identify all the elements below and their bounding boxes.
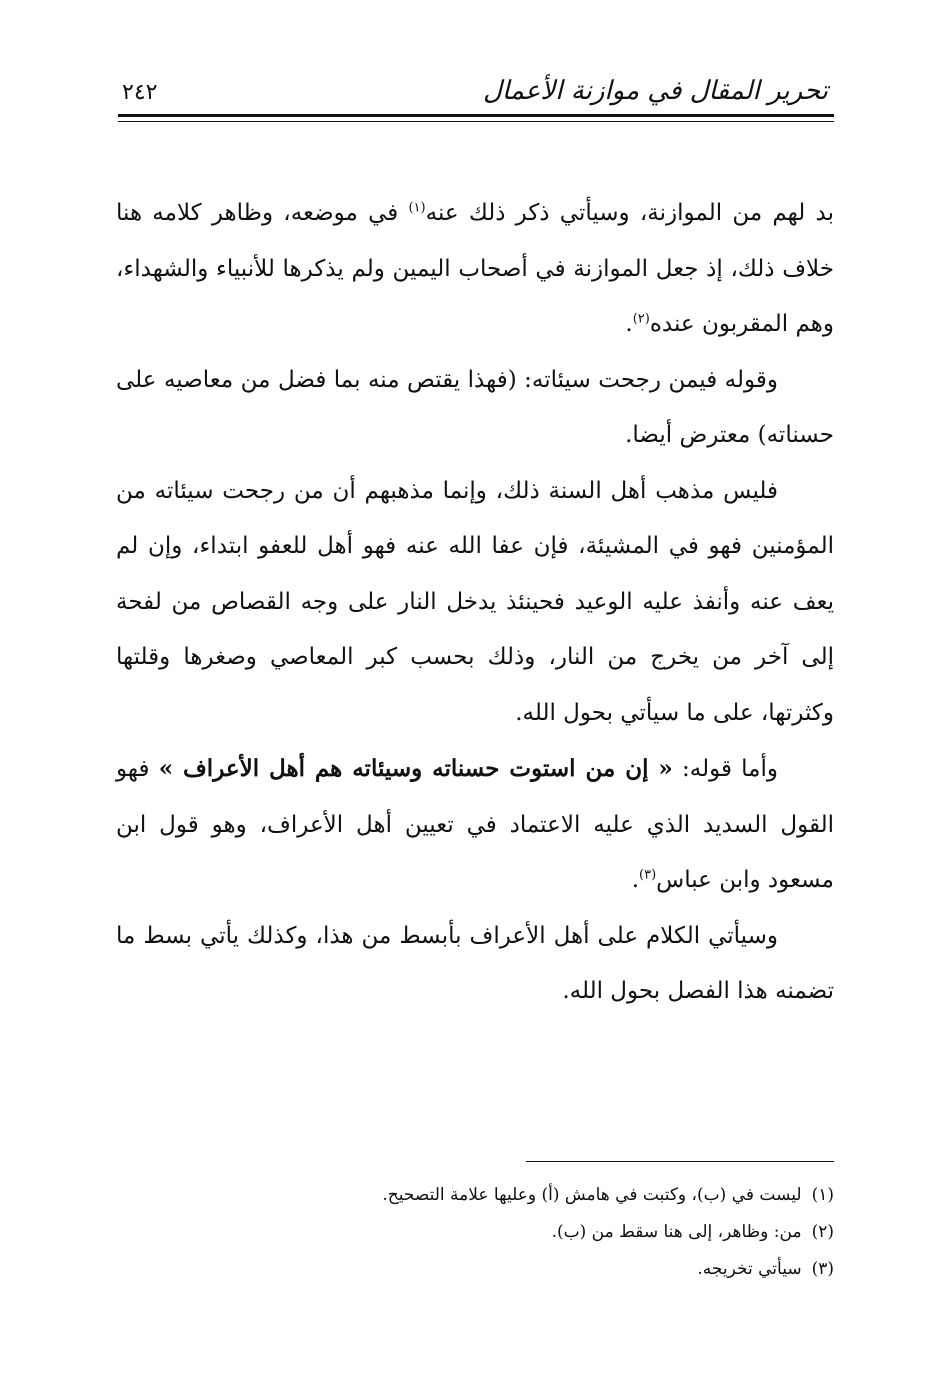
footnote-1 — [116, 1177, 834, 1214]
paragraph-1 — [116, 186, 834, 353]
footnote-ref-1[interactable]: (١) — [408, 200, 426, 216]
footnote-3 — [116, 1251, 834, 1288]
quoted-statement: « إن من استوت حسناته وسيئاته هم أهل الأعراف » — [158, 755, 673, 782]
main-text — [116, 186, 834, 1020]
footnote-separator — [526, 1161, 834, 1162]
paragraph-4-part-c: . — [631, 867, 640, 893]
running-title: تحرير المقال في موازنة الأعمال — [483, 76, 828, 106]
paragraph-5: وسيأتي الكلام على أهل الأعراف بأبسط من هذا، وكذلك يأتي بسط ما تضمنه هذا الفصل بحول الله. — [116, 922, 834, 1004]
footnote-text: ليست في (ب)، وكتبت في هامش (أ) وعليها علامة التصحيح. — [382, 1185, 802, 1205]
paragraph-1-part-c: . — [625, 311, 633, 337]
paragraph-1-part-a: بد لهم من الموازنة، وسيأتي ذكر ذلك عنه — [425, 200, 834, 226]
footnote-2 — [116, 1214, 834, 1251]
paragraph-4-part-a: وأما قوله: — [672, 756, 778, 782]
page-number: ٢٤٢ — [122, 80, 158, 105]
paragraph-1-part-b: في موضعه، وظاهر كلامه هنا خلاف ذلك، إذ جعل الموازنة في أصحاب اليمين ولم يذكرها للأنبياء والشهداء، وهم المقربون عنده — [116, 200, 834, 337]
header-rule-thin — [118, 121, 834, 122]
paragraph-3: فليس مذهب أهل السنة ذلك، وإنما مذهبهم أن من رجحت سيئاته من المؤمنين فهو في المشيئة، فإن عفا الله عنه فهو أهل للعفو ابتداء، وإن لم يعف عنه وأنفذ عليه الوعيد فحينئذ يدخل النار على وجه القصاص من لفحة إلى آخر من يخرج من النار، وذلك بحسب كبر المعاصي وصغرها وقلتها وكثرتها، على ما سيأتي بحول الله. — [116, 477, 834, 726]
footnote-text: سيأتي تخريجه. — [697, 1259, 802, 1279]
header-rule-thick — [118, 114, 834, 117]
footnotes — [116, 1177, 834, 1288]
paragraph-4 — [116, 741, 834, 909]
paragraph-4-part-b: فهو القول السديد الذي عليه الاعتماد في تعيين أهل الأعراف، وهو قول ابن مسعود وابن عباس — [116, 756, 834, 893]
footnote-ref-3[interactable]: (٣) — [639, 867, 657, 883]
footnote-text: من: وظاهر، إلى هنا سقط من (ب). — [551, 1222, 802, 1242]
footnote-number: (٢) — [811, 1222, 834, 1242]
paragraph-2: وقوله فيمن رجحت سيئاته: (فهذا يقتص منه بما فضل من معاصيه على حسناته) معترض أيضا. — [116, 366, 834, 448]
footnote-number: (١) — [811, 1185, 834, 1205]
footnote-number: (٣) — [811, 1259, 834, 1279]
running-header — [118, 70, 834, 122]
footnote-ref-2[interactable]: (٢) — [632, 311, 650, 327]
